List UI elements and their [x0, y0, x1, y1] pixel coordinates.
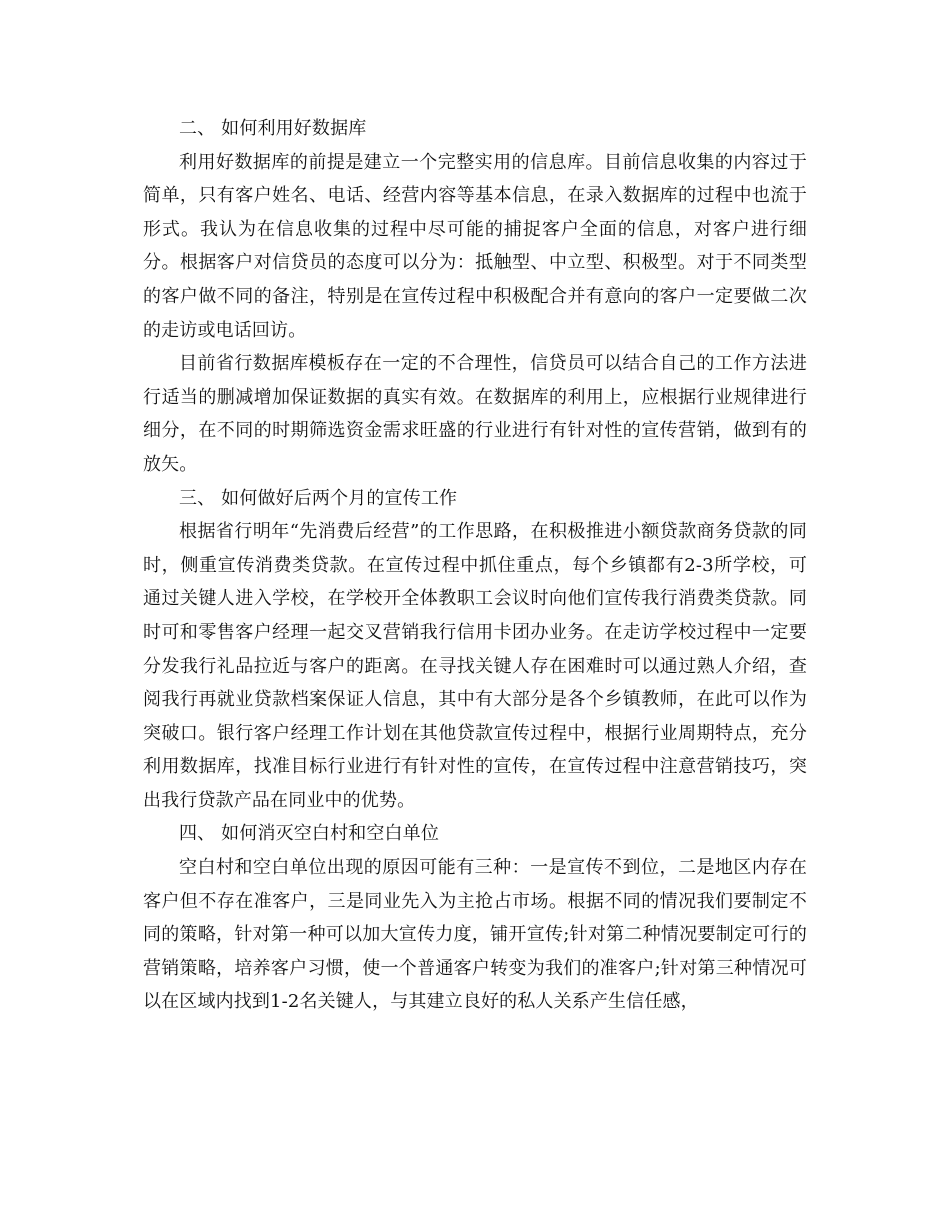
section-heading: 三、 如何做好后两个月的宣传工作 [179, 487, 458, 509]
section-heading: 四、 如何消灭空白村和空白单位 [179, 823, 439, 845]
paragraph: 根据省行明年“先消费后经营”的工作思路，在积极推进小额贷款商务贷款的同时，侧重宣传消费类贷款。在宣传过程中抓住重点，每个乡镇都有2-3所学校，可通过关键人进入学校，在学校开全体教职工会议时向他们宣传我行消费类贷款。同时可和零售客户经理一起交叉营销我行信用卡团办业务。在走访学校过程中一定要分发我行礼品拉近与客户的距离。在寻找关键人存在困难时可以通过熟人介绍，查阅我行再就业贷款档案保证人信息，其中有大部分是各个乡镇教师，在此可以作为突破口。银行客户经理工作计划在其他贷款宣传过程中，根据行业周期特点，充分利用数据库，找准目标行业进行有针对性的宣传，在宣传过程中注意营销技巧，突出我行贷款产品在同业中的优势。 [143, 521, 807, 811]
paragraph: 空白村和空白单位出现的原因可能有三种：一是宣传不到位，二是地区内存在客户但不存在准客户，三是同业先入为主抢占市场。根据不同的情况我们要制定不同的策略，针对第一种可以加大宣传力度，铺开宣传;针对第二种情况要制定可行的营销策略，培养客户习惯，使一个普通客户转变为我们的准客户;针对第三种情况可以在区域内找到1-2名关键人，与其建立良好的私人关系产生信任感， [143, 857, 807, 1013]
paragraph: 利用好数据库的前提是建立一个完整实用的信息库。目前信息收集的内容过于简单，只有客户姓名、电话、经营内容等基本信息，在录入数据库的过程中也流于形式。我认为在信息收集的过程中尽可能的捕捉客户全面的信息，对客户进行细分。根据客户对信贷员的态度可以分为：抵触型、中立型、积极型。对于不同类型的客户做不同的备注，特别是在宣传过程中积极配合并有意向的客户一定要做二次的走访或电话回访。 [143, 151, 807, 341]
document-body [143, 112, 807, 1019]
section-heading: 二、 如何利用好数据库 [179, 118, 367, 139]
paragraph: 目前省行数据库模板存在一定的不合理性，信贷员可以结合自己的工作方法进行适当的删减增加保证数据的真实有效。在数据库的利用上，应根据行业规律进行细分，在不同的时期筛选资金需求旺盛的行业进行有针对性的宣传营销，做到有的放矢。 [143, 353, 807, 475]
